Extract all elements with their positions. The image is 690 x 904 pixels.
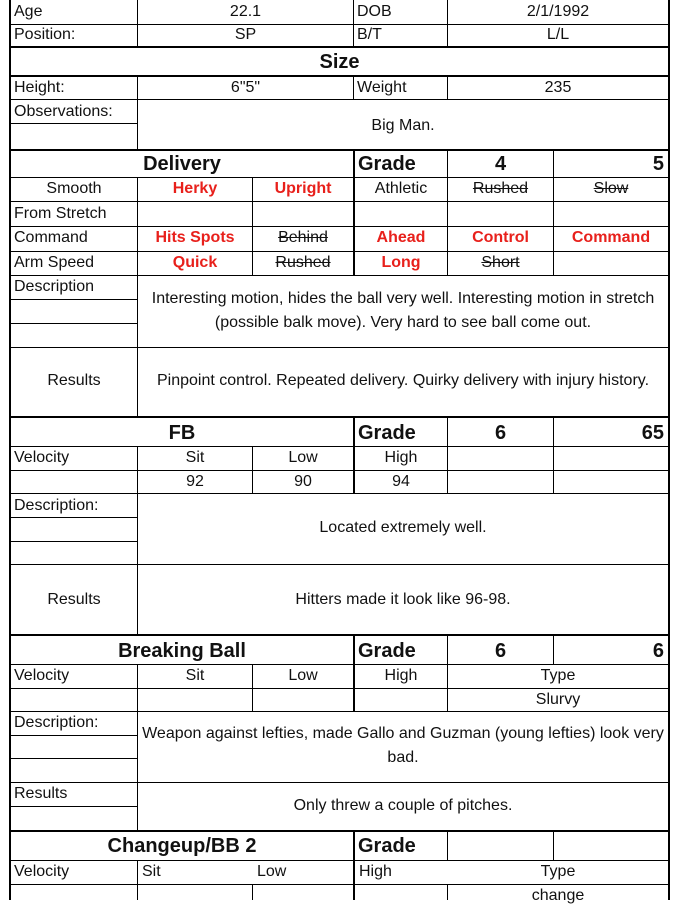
dob-value: 2/1/1992 — [526, 4, 590, 20]
command-label: Command — [14, 230, 88, 246]
col-rule — [353, 830, 355, 900]
observations-label: Observations: — [14, 104, 113, 120]
athletic-option: Athletic — [374, 181, 428, 197]
row-rule — [10, 446, 670, 447]
upright-option: Upright — [274, 181, 332, 197]
row-rule — [10, 517, 137, 518]
quick-option: Quick — [172, 255, 218, 271]
bb-description-label: Description: — [14, 715, 99, 731]
bb-sit-label: Sit — [185, 668, 205, 684]
fb-grade-label: Grade — [358, 423, 416, 443]
row-rule — [10, 830, 670, 832]
bb-high-label: High — [384, 668, 418, 684]
changeup-velocity-label: Velocity — [14, 864, 70, 880]
fb-sit-label: Sit — [185, 450, 205, 466]
row-rule — [10, 688, 670, 689]
weight-label: Weight — [357, 80, 407, 96]
bb-velocity-label: Velocity — [14, 668, 70, 684]
row-rule — [10, 75, 670, 77]
delivery-description-label: Description — [14, 279, 95, 295]
col-rule — [668, 0, 670, 900]
row-rule — [10, 758, 137, 759]
row-rule — [10, 123, 137, 124]
row-rule — [10, 664, 670, 665]
delivery-results: Pinpoint control. Repeated delivery. Quirky delivery with injury history. — [156, 373, 650, 389]
bb-type-value: Slurvy — [535, 692, 581, 708]
delivery-grade-future: 5 — [652, 154, 664, 174]
col-rule — [137, 860, 138, 900]
long-option: Long — [381, 255, 421, 271]
ahead-option: Ahead — [376, 230, 426, 246]
bb-results: Only threw a couple of pitches. — [293, 798, 513, 814]
bb-low-label: Low — [288, 668, 318, 684]
row-rule — [10, 564, 670, 565]
fb-results-label: Results — [47, 592, 101, 608]
from-stretch-label: From Stretch — [14, 206, 107, 222]
bb-grade-present: 6 — [494, 641, 507, 661]
row-rule — [10, 299, 137, 300]
fb-header: FB — [168, 423, 196, 443]
fb-grade-future: 65 — [641, 423, 664, 443]
fb-results: Hitters made it look like 96-98. — [295, 592, 511, 608]
row-rule — [10, 149, 670, 151]
delivery-description: Interesting motion, hides the ball very well. Interesting motion in stretch (possible balk move). Very hard to see ball come out. — [151, 290, 655, 331]
bb-results-label: Results — [14, 786, 68, 802]
position-label: Position: — [14, 27, 76, 43]
age-label: Age — [14, 4, 43, 20]
height-value: 6"5" — [230, 80, 261, 96]
col-rule — [252, 884, 253, 900]
row-rule — [10, 177, 670, 178]
changeup-sit-label: Sit — [142, 864, 161, 880]
row-rule — [10, 416, 670, 418]
bt-value: L/L — [546, 27, 570, 43]
changeup-low-label: Low — [257, 864, 287, 880]
fb-high-value: 94 — [392, 474, 410, 490]
delivery-header: Delivery — [143, 154, 221, 174]
bb-description: Weapon against lefties, made Gallo and Guzman (young lefties) look very bad. — [142, 725, 664, 766]
col-rule — [447, 830, 448, 860]
fb-description-label: Description: — [14, 498, 99, 514]
smooth-label: Smooth — [46, 181, 102, 197]
fb-velocity-label: Velocity — [14, 450, 70, 466]
changeup-grade-label: Grade — [358, 836, 416, 856]
changeup-header: Changeup/BB 2 — [107, 836, 257, 856]
row-rule — [10, 541, 137, 542]
row-rule — [10, 735, 137, 736]
rushed-arm-option: Rushed — [275, 255, 331, 271]
row-rule — [10, 806, 137, 807]
row-rule — [10, 46, 670, 48]
rushed-option: Rushed — [472, 181, 529, 197]
weight-value: 235 — [544, 80, 572, 96]
fb-sit-value: 92 — [186, 474, 204, 490]
bb-header: Breaking Ball — [118, 641, 246, 661]
fb-low-label: Low — [288, 450, 318, 466]
row-rule — [10, 711, 670, 712]
bb-grade-label: Grade — [358, 641, 416, 661]
changeup-type-label: Type — [540, 864, 576, 880]
delivery-results-label: Results — [47, 373, 101, 389]
command-option: Command — [571, 230, 651, 246]
row-rule — [10, 782, 670, 783]
bb-grade-future: 6 — [652, 641, 664, 661]
fb-low-value: 90 — [294, 474, 312, 490]
fb-high-label: High — [384, 450, 418, 466]
position-value: SP — [234, 27, 257, 43]
observations-value: Big Man. — [371, 118, 435, 134]
row-rule — [10, 347, 670, 348]
row-rule — [10, 251, 670, 252]
herky-option: Herky — [172, 181, 218, 197]
row-rule — [10, 634, 670, 636]
changeup-high-label: High — [359, 864, 392, 880]
delivery-grade-present: 4 — [494, 154, 507, 174]
row-rule — [10, 470, 670, 471]
changeup-type-value: change — [531, 888, 585, 904]
age-value: 22.1 — [229, 4, 262, 20]
row-rule — [10, 24, 670, 25]
size-header: Size — [319, 52, 360, 72]
col-rule — [353, 0, 354, 46]
row-rule — [10, 323, 137, 324]
bb-type-label: Type — [540, 668, 576, 684]
row-rule — [10, 99, 670, 100]
col-rule — [353, 75, 354, 99]
control-option: Control — [472, 230, 529, 246]
fb-description: Located extremely well. — [319, 520, 487, 536]
height-label: Height: — [14, 80, 65, 96]
row-rule — [10, 884, 670, 885]
short-option: Short — [481, 255, 520, 271]
dob-label: DOB — [357, 4, 392, 20]
fb-grade-present: 6 — [494, 423, 507, 443]
col-rule — [9, 0, 11, 900]
row-rule — [10, 201, 670, 202]
col-rule — [553, 830, 554, 860]
row-rule — [10, 275, 670, 276]
behind-option: Behind — [278, 230, 328, 246]
row-rule — [10, 226, 670, 227]
bt-label: B/T — [357, 27, 382, 43]
slow-option: Slow — [593, 181, 629, 197]
delivery-grade-label: Grade — [358, 154, 416, 174]
arm-speed-label: Arm Speed — [14, 255, 95, 271]
row-rule — [10, 860, 670, 861]
row-rule — [10, 493, 670, 494]
hits-spots-option: Hits Spots — [155, 230, 235, 246]
